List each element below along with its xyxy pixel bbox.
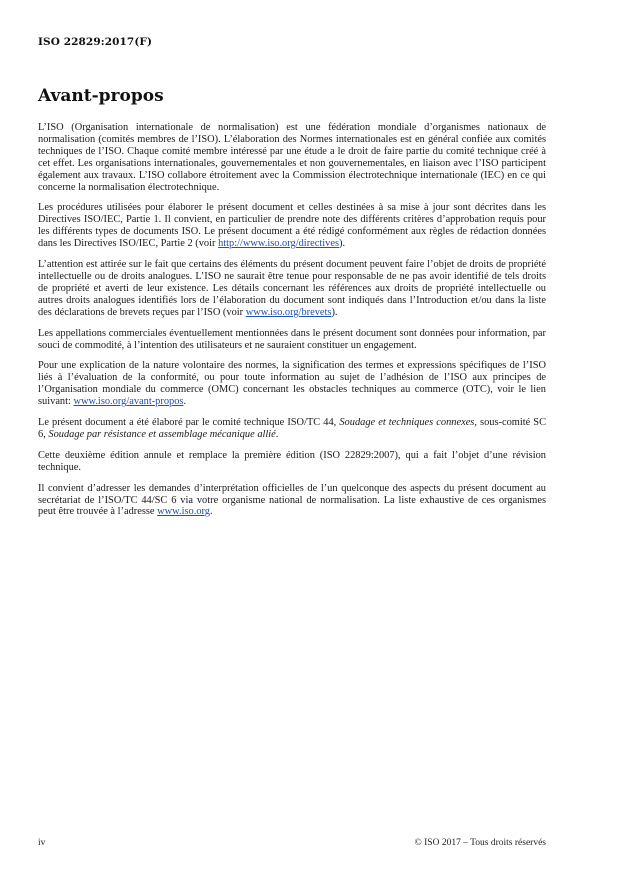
paragraph-patent-rights <box>38 259 546 319</box>
paragraph-trade-names <box>38 328 546 352</box>
paragraph-committee <box>38 417 546 441</box>
paragraph-iso-description <box>38 122 546 193</box>
paragraph-text: . <box>209 506 213 518</box>
document-id-header: ISO 22829:2017(F) <box>38 36 153 48</box>
paragraph-voluntary-nature <box>38 360 546 408</box>
paragraph-text: Le présent document a été élaboré par le comité technique ISO/TC 44, <box>38 417 340 429</box>
foreword-body <box>38 122 546 518</box>
paragraph-interpretation-requests <box>38 483 546 519</box>
paragraph-text: ). <box>339 238 346 250</box>
paragraph-text: . <box>275 428 279 440</box>
committee-title: Soudage et techniques connexes <box>339 417 475 429</box>
paragraph-text: L’attention est attirée sur le fait que certains des éléments du présent document peuvent faire l’objet de droits de propriété intellectuelle ou de droits analogues. L’ISO ne saurait être tenue pour responsable de ne pas avoir identifié de tels droits de propriété et averti de leur existence. Les détails concernant les références aux droits de propriété intellectuelle ou autres droits analogues identifiés lors de l’élaboration du document sont indiqués dans l’Introduction et/ou dans la liste des déclarations de brevets reçues par l’ISO (voir <box>38 259 546 318</box>
subcommittee-title: Soudage par résistance et assemblage mécanique allié <box>48 428 276 440</box>
paragraph-text: Les appellations commerciales éventuellement mentionnées dans le présent document sont données pour information, par souci de commodité, à l’intention des utilisateurs et ne sauraient constituer un engagement. <box>38 327 546 351</box>
iso-website-link[interactable]: www.iso.org <box>157 506 210 518</box>
paragraph-text: ). <box>331 306 338 318</box>
paragraph-text: , sous-comité SC 6, <box>38 417 547 440</box>
paragraph-text: Cette deuxième édition annule et remplace la première édition (ISO 22829:2007), qui a fait l’objet d’une révision technique. <box>38 449 546 473</box>
foreword-link[interactable]: www.iso.org/avant-propos <box>73 396 184 408</box>
paragraph-text: Il convient d’adresser les demandes d’interprétation officielles de l’un quelconque des aspects du présent document au secrétariat de l’ISO/TC 44/SC 6 via votre organisme national de normalisation. La liste exhaustive de ces organismes peut être trouvée à l’adresse <box>38 482 546 518</box>
paragraph-text: . <box>183 396 187 408</box>
paragraph-procedures <box>38 202 546 250</box>
patents-link[interactable]: www.iso.org/brevets <box>245 306 332 318</box>
paragraph-text: Les procédures utilisées pour élaborer le présent document et celles destinées à sa mise à jour sont décrites dans les Directives ISO/IEC, Partie 1. Il convient, en particulier de prendre note des différents critères d’approbation requis pour les différents types de documents ISO. Le présent document a été rédigé conformément aux règles de rédaction données dans les Directives ISO/IEC, Partie 2 (voir <box>38 202 546 250</box>
paragraph-text: L’ISO (Organisation internationale de normalisation) est une fédération mondiale d’organismes nationaux de normalisation (comités membres de l’ISO). L’élaboration des Normes internationales est en général confiée aux comités techniques de l’ISO. Chaque comité membre intéressé par une étude a le droit de faire partie du comité technique créé à cet effet. Les organisations internationales, gouvernementales et non gouvernementales, en liaison avec l’ISO participent également aux travaux. L’ISO collabore étroitement avec la Commission électrotechnique internationale (IEC) en ce qui concerne la normalisation électrotechnique. <box>38 122 546 193</box>
page-number: iv <box>38 838 46 848</box>
directives-link[interactable]: http://www.iso.org/directives <box>218 238 340 250</box>
section-title: Avant-propos <box>38 86 164 106</box>
paragraph-text: Pour une explication de la nature volontaire des normes, la signification des termes et expressions spécifiques de l’ISO liés à l’évaluation de la conformité, ou pour toute information au sujet de l’adhésion de l’ISO aux principes de l’Organisation mondiale du commerce (OMC) concernant les obstacles techniques au commerce (OTC), voir le lien suivant: <box>38 360 546 408</box>
paragraph-edition <box>38 450 546 474</box>
copyright-notice: © ISO 2017 – Tous droits réservés <box>414 838 546 848</box>
